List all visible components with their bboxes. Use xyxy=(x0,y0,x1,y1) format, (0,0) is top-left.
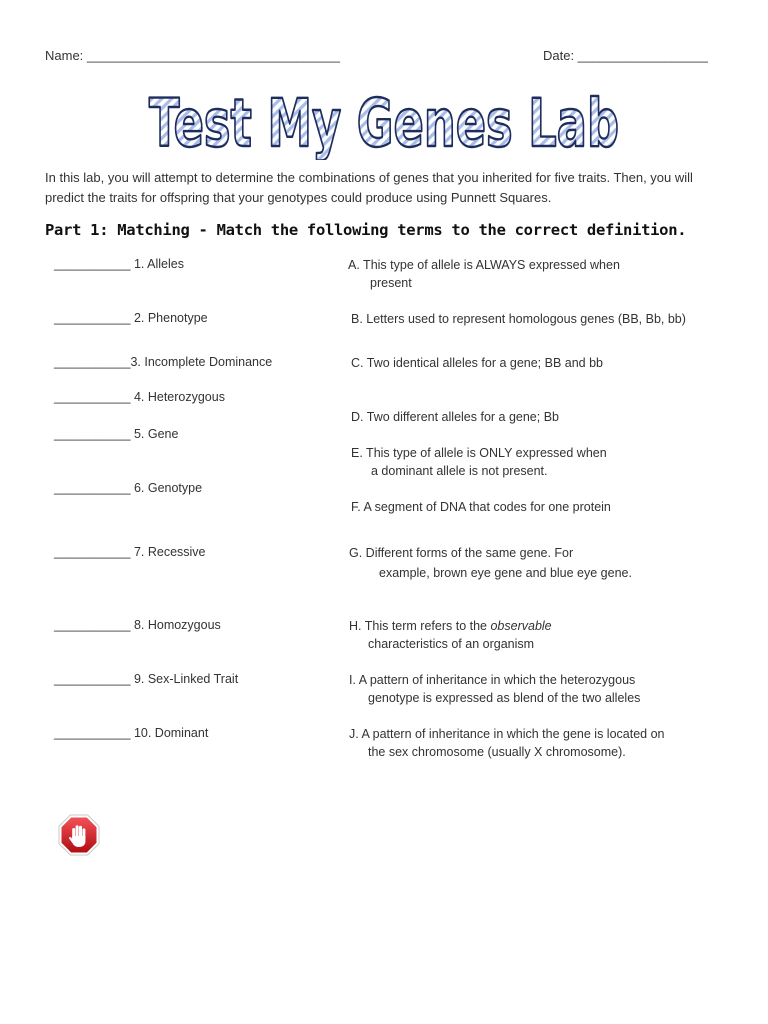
definition-f-line1: F. A segment of DNA that codes for one protein xyxy=(351,500,611,514)
definition-g-line1: G. Different forms of the same gene. For xyxy=(349,546,574,560)
term-7[interactable]: ___________ 7. Recessive xyxy=(54,545,206,559)
definition-b xyxy=(351,310,686,328)
term-3[interactable]: ___________3. Incomplete Dominance xyxy=(54,355,273,369)
definition-i-line1: I. A pattern of inheritance in which the heterozygous xyxy=(349,673,636,687)
definition-h-line1 xyxy=(349,619,552,633)
definition-a xyxy=(348,256,620,292)
definition-a-line1: A. This type of allele is ALWAYS expressed when xyxy=(348,258,620,272)
term-2[interactable]: ___________ 2. Phenotype xyxy=(54,311,208,325)
title-banner xyxy=(0,80,768,160)
term-4[interactable]: ___________ 4. Heterozygous xyxy=(54,390,225,404)
definition-h xyxy=(349,617,552,653)
definition-e-line2: a dominant allele is not present. xyxy=(371,464,548,478)
definition-i-line2: genotype is expressed as blend of the two alleles xyxy=(368,691,641,705)
definition-g-line2: example, brown eye gene and blue eye gene. xyxy=(379,566,632,580)
date-field[interactable]: Date: __________________ xyxy=(543,48,708,63)
definition-d-line1: D. Two different alleles for a gene; Bb xyxy=(351,410,559,424)
definition-j xyxy=(349,725,665,761)
definition-a-line2: present xyxy=(370,276,412,290)
definition-j-line2: the sex chromosome (usually X chromosome). xyxy=(368,745,626,759)
definition-g xyxy=(349,544,632,582)
page-title: Test My Genes Lab xyxy=(149,85,619,160)
term-6[interactable]: ___________ 6. Genotype xyxy=(54,481,203,495)
term-1[interactable]: ___________ 1. Alleles xyxy=(54,257,184,271)
term-5[interactable]: ___________ 5. Gene xyxy=(54,427,179,441)
part1-heading: Part 1: Matching - Match the following terms to the correct definition. xyxy=(45,221,687,239)
definition-h-emphasis: observable xyxy=(490,619,552,633)
definition-h-line2: characteristics of an organism xyxy=(368,637,535,651)
definition-e-line1: E. This type of allele is ONLY expressed when xyxy=(351,446,607,460)
definition-d xyxy=(351,408,559,426)
definition-b-line1: B. Letters used to represent homologous genes (BB, Bb, bb) xyxy=(351,312,686,326)
definition-j-line1: J. A pattern of inheritance in which the gene is located on xyxy=(349,727,665,741)
definition-h-line1-text: H. This term refers to the xyxy=(349,619,491,633)
stop-hand-icon xyxy=(58,814,100,856)
intro-paragraph: In this lab, you will attempt to determine the combinations of genes that you inherited for five traits. Then, you will predict the traits for offspring that your genotypes could produce using Punnett Squares. xyxy=(45,170,693,205)
term-10[interactable]: ___________ 10. Dominant xyxy=(54,726,209,740)
definition-f xyxy=(351,498,611,516)
definition-c xyxy=(351,354,603,372)
definition-e xyxy=(351,444,607,480)
title-graphic xyxy=(0,80,768,160)
term-8[interactable]: ___________ 8. Homozygous xyxy=(54,618,221,632)
name-field[interactable]: Name: ___________________________________ xyxy=(45,48,340,63)
definition-c-line1: C. Two identical alleles for a gene; BB and bb xyxy=(351,356,604,370)
term-9[interactable]: ___________ 9. Sex-Linked Trait xyxy=(54,672,239,686)
definition-i xyxy=(349,671,640,707)
